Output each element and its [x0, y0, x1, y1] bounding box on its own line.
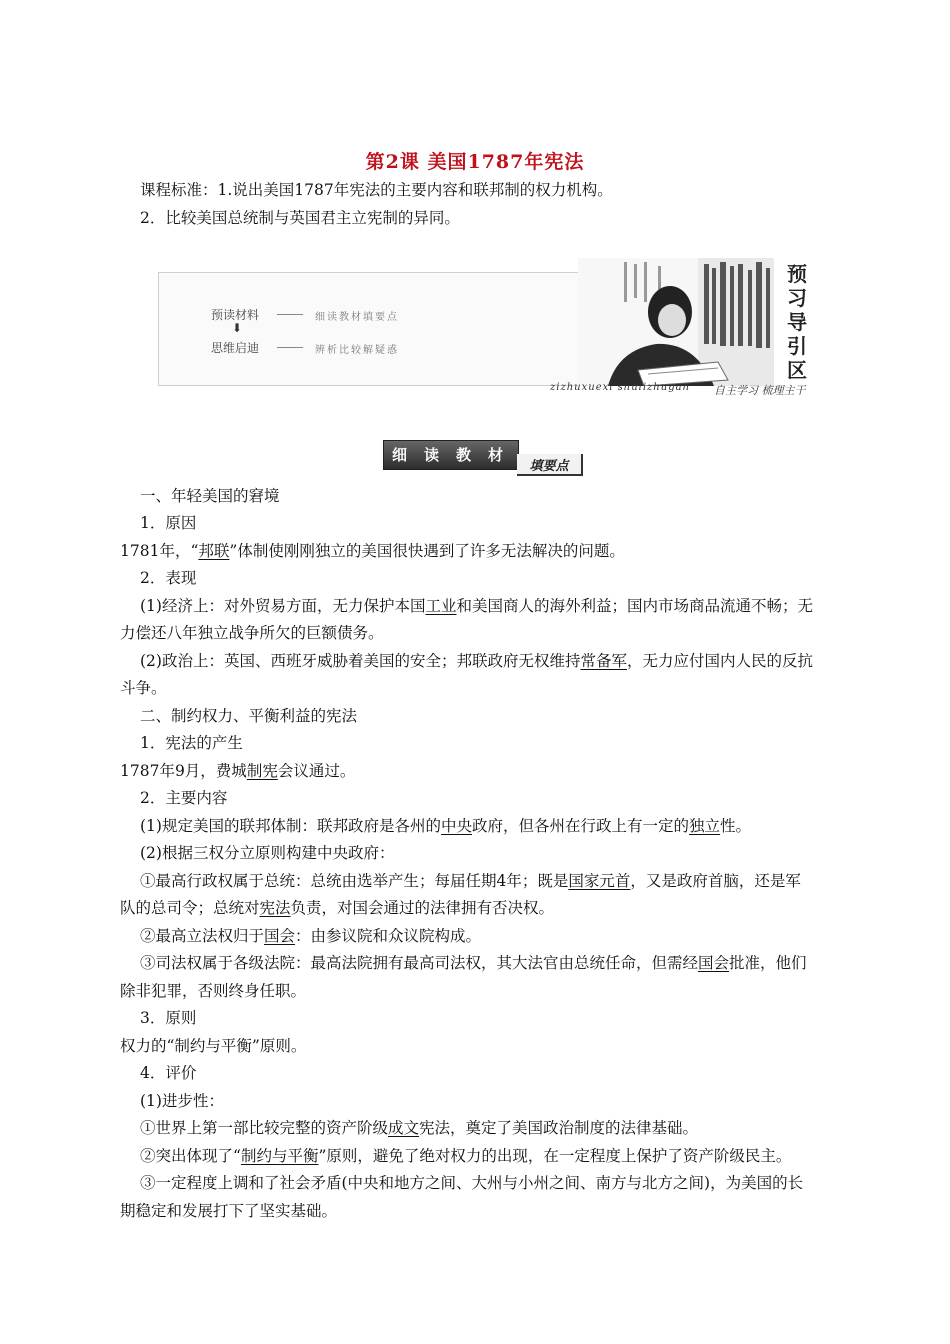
paragraph-principle: 权力的“制约与平衡”原则。	[120, 1037, 307, 1055]
lesson-title: 第2课 美国1787年宪法	[365, 151, 585, 173]
subheading-principle: 3．原则	[140, 1009, 197, 1027]
title-char: 区	[787, 358, 807, 382]
paragraph-legislative: ②最高立法权归于国会：由参议院和众议院构成。	[140, 927, 482, 945]
paragraph-economy-cont: 力偿还八年独立战争所欠的巨额债务。	[120, 624, 384, 642]
subheading-content: 2．主要内容	[140, 789, 228, 807]
paragraph-eval-3-cont: 期稳定和发展打下了坚实基础。	[120, 1202, 338, 1220]
preview-zone-title	[784, 262, 810, 382]
paragraph-eval-3: ③一定程度上调和了社会矛盾(中央和地方之间、大州与小州之间、南方与北方之间)，为美国的长	[140, 1174, 804, 1192]
paragraph-politics: (2)政治上：英国、西班牙威胁着美国的安全；邦联政府无权维持常备军，无力应付国内人民的反抗	[140, 652, 813, 670]
flow-hint-thinking: 辨析比较解疑惑	[315, 345, 399, 356]
flow-label-thinking: 思维启迪	[211, 341, 260, 355]
badge-char: 材	[488, 446, 504, 464]
badge-char: 读	[424, 446, 440, 464]
banner-pinyin: zizhuxuexi shulizhugan	[550, 382, 690, 393]
paragraph-origin: 1787年9月，费城制宪会议通过。	[120, 762, 356, 780]
badge-subtitle: 填要点	[517, 454, 583, 476]
flow-dash	[277, 314, 303, 315]
paragraph-federal: (1)规定美国的联邦体制：联邦政府是各州的中央政府，但各州在行政上有一定的独立性。	[140, 817, 752, 835]
subheading-origin: 1．宪法的产生	[140, 734, 243, 752]
paragraph-executive-cont: 队的总司令；总统对宪法负责，对国会通过的法律拥有否决权。	[120, 899, 555, 917]
subheading-reason: 1．原因	[140, 514, 197, 532]
section-badge	[383, 440, 583, 476]
paragraph-economy: (1)经济上：对外贸易方面，无力保护本国工业和美国商人的海外利益；国内市场商品流通不畅；无	[140, 597, 813, 615]
paragraph-progressive: (1)进步性：	[140, 1092, 224, 1110]
badge-main	[383, 440, 519, 470]
paragraph-eval-2: ②突出体现了“制约与平衡”原则，避免了绝对权力的出现，在一定程度上保护了资产阶级民主。	[140, 1147, 792, 1165]
subheading-evaluation: 4．评价	[140, 1064, 197, 1082]
flow-dash	[277, 347, 303, 348]
flow-hint-reading: 细读教材填要点	[315, 312, 399, 323]
paragraph-eval-1: ①世界上第一部比较完整的资产阶级成文宪法，奠定了美国政治制度的法律基础。	[140, 1119, 699, 1137]
section-heading-1: 一、年轻美国的窘境	[140, 487, 280, 505]
banner-motto: 自主学习 梳理主干	[714, 384, 806, 397]
down-arrow-icon: ⬇	[232, 321, 243, 335]
subheading-manifestation: 2．表现	[140, 569, 197, 587]
course-standard-2: 2．比较美国总统制与英国君主立宪制的异同。	[140, 209, 460, 227]
course-standard-1: 课程标准：1.说出美国1787年宪法的主要内容和联邦制的权力机构。	[140, 181, 613, 199]
badge-char: 教	[456, 446, 472, 464]
paragraph-judicial-cont: 除非犯罪，否则终身任职。	[120, 982, 307, 1000]
paragraph-separation: (2)根据三权分立原则构建中央政府：	[140, 844, 395, 862]
preview-banner	[158, 258, 810, 398]
title-char: 预	[787, 262, 807, 286]
flow-label-reading: 预读材料	[211, 308, 260, 322]
paragraph-judicial: ③司法权属于各级法院：最高法院拥有最高司法权，其大法官由总统任命，但需经国会批准，他们	[140, 954, 807, 972]
paragraph-reason: 1781年，“邦联”体制使刚刚独立的美国很快遇到了许多无法解决的问题。	[120, 542, 625, 560]
title-char: 导	[787, 310, 807, 334]
badge-char: 细	[392, 446, 408, 464]
title-char: 习	[787, 286, 807, 310]
student-reading-photo	[578, 258, 774, 386]
reading-flow-box	[158, 272, 580, 386]
title-char: 引	[787, 334, 807, 358]
section-heading-2: 二、制约权力、平衡利益的宪法	[140, 707, 358, 725]
paragraph-executive: ①最高行政权属于总统：总统由选举产生；每届任期4年；既是国家元首，又是政府首脑，还是军	[140, 872, 801, 890]
paragraph-politics-cont: 斗争。	[120, 679, 167, 697]
